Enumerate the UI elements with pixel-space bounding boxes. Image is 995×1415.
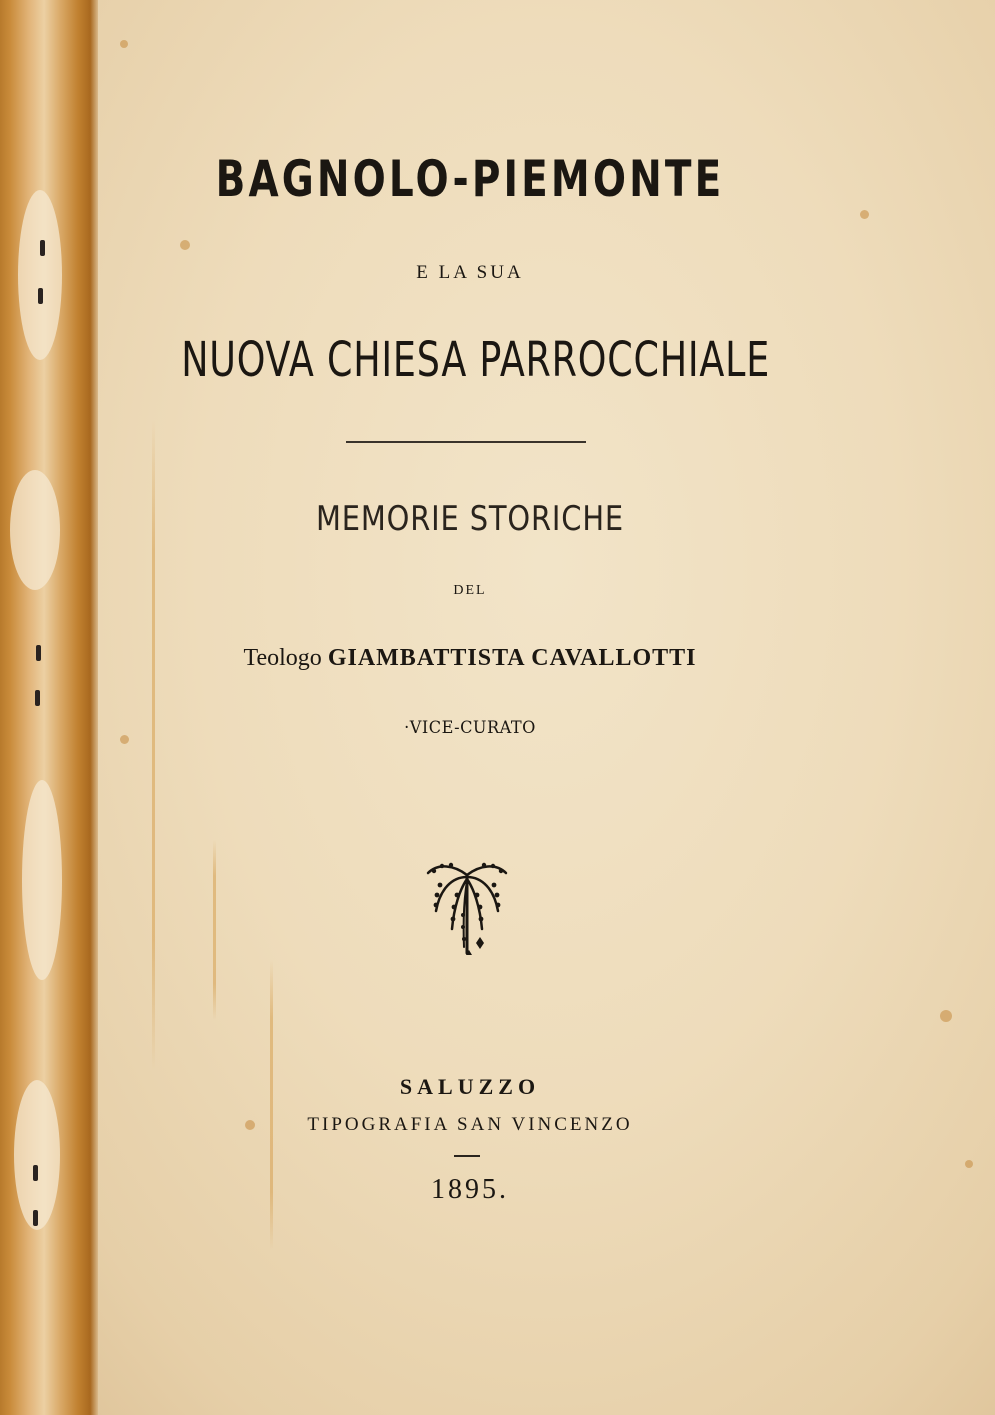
title-divider	[346, 441, 586, 443]
author-line	[90, 645, 850, 672]
staple	[40, 240, 45, 256]
staple	[33, 1210, 38, 1226]
staple	[35, 690, 40, 706]
publication-year: 1895.	[431, 1174, 509, 1205]
author-role: ·VICE-CURATO	[404, 718, 536, 738]
author-title: Teologo	[243, 645, 322, 671]
title-connector: E LA SUA	[416, 262, 524, 283]
publication-place: SALUZZO	[399, 1074, 541, 1099]
paper-crease	[213, 840, 216, 1020]
foxing-spot	[940, 1010, 952, 1022]
staple	[33, 1165, 38, 1181]
foxing-spot	[120, 40, 128, 48]
spine-stain	[18, 190, 62, 360]
work-subtitle: MEMORIE STORICHE	[315, 499, 625, 539]
foxing-spot	[180, 240, 190, 250]
cover-title: BAGNOLO-PIEMONTE	[215, 150, 725, 208]
by-line: DEL	[453, 583, 487, 598]
cover-subtitle-church: NUOVA CHIESA PARROCCHIALE	[181, 332, 771, 388]
palm-tree-ornament-icon	[424, 855, 510, 965]
spine-stain	[10, 470, 60, 590]
spine-stain	[22, 780, 62, 980]
book-spine	[0, 0, 98, 1415]
paper-crease	[270, 960, 273, 1250]
imprint-divider	[454, 1155, 480, 1157]
foxing-spot	[965, 1160, 973, 1168]
printer-name: TIPOGRAFIA SAN VINCENZO	[307, 1114, 633, 1135]
staple	[38, 288, 43, 304]
author-name: GIAMBATTISTA CAVALLOTTI	[327, 645, 697, 671]
staple	[36, 645, 41, 661]
foxing-spot	[860, 210, 869, 219]
spine-stain	[14, 1080, 60, 1230]
